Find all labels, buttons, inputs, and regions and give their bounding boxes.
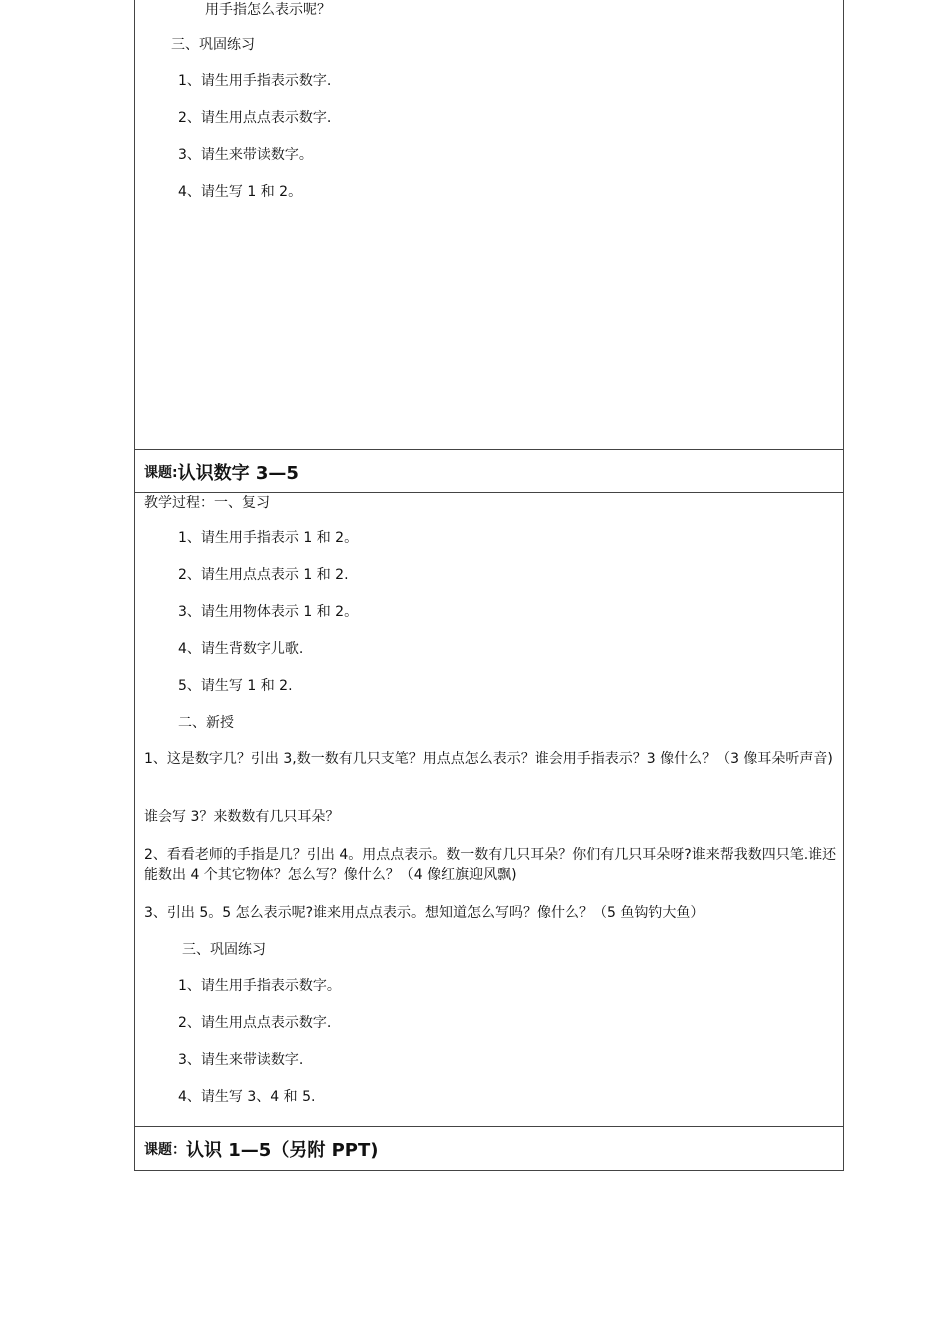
- new-lesson-paragraph: 2、看看老师的手指是几？引出 4。用点点表示。数一数有几只耳朵？你们有几只耳朵呀?谁来帮我数四只笔.谁还能数出 4 个其它物体？怎么写？像什么？（4 像红旗迎风飘): [144, 847, 837, 883]
- lesson-label: 课题：: [144, 1141, 186, 1158]
- lesson-plan-table: [134, 0, 844, 1171]
- practice-item: 4、请生写 3、4 和 5.: [178, 1089, 316, 1105]
- practice-item: 1、请生用手指表示数字.: [178, 73, 332, 89]
- lesson-1-continuation-cell: [135, 0, 843, 450]
- practice-item: 1、请生用手指表示数字。: [178, 978, 341, 994]
- practice-item: 3、请生来带读数字。: [178, 147, 313, 163]
- practice-item: 4、请生写 1 和 2。: [178, 184, 303, 200]
- review-item: 1、请生用手指表示 1 和 2。: [178, 530, 359, 546]
- prev-line: 用手指怎么表示呢？: [205, 2, 331, 18]
- lesson-label: 课题:: [144, 464, 178, 481]
- new-lesson-paragraph: 1、这是数字几？引出 3,数一数有几只支笔？用点点怎么表示？谁会用手指表示？3 像什么？（3 像耳朵听声音): [144, 751, 833, 767]
- lesson-title: 认识数字 3—5: [177, 462, 299, 484]
- practice-item: 2、请生用点点表示数字.: [178, 110, 332, 126]
- teaching-process-line: 教学过程：一、复习: [144, 495, 270, 511]
- practice-heading: 三、巩固练习: [171, 37, 255, 53]
- lesson-2-title-row: [144, 450, 299, 493]
- lesson-2-body-cell: [135, 493, 843, 1127]
- review-item: 2、请生用点点表示 1 和 2.: [178, 567, 349, 583]
- review-item: 3、请生用物体表示 1 和 2。: [178, 604, 359, 620]
- lesson-3-title-cell: [135, 1127, 843, 1170]
- lesson-2-title-cell: [135, 450, 843, 493]
- lesson-title: 认识 1—5（另附 PPT): [186, 1139, 379, 1161]
- lesson-3-title-row: [144, 1127, 378, 1170]
- new-lesson-paragraph: 谁会写 3？来数数有几只耳朵？: [144, 809, 340, 825]
- new-lesson-heading: 二、新授: [178, 715, 234, 731]
- new-lesson-paragraph: 3、引出 5。5 怎么表示呢?谁来用点点表示。想知道怎么写吗？像什么？（5 鱼钩钓大鱼）: [144, 905, 705, 921]
- practice-heading: 三、巩固练习: [182, 942, 266, 958]
- review-item: 4、请生背数字儿歌.: [178, 641, 304, 657]
- review-item: 5、请生写 1 和 2.: [178, 678, 293, 694]
- practice-item: 2、请生用点点表示数字.: [178, 1015, 332, 1031]
- practice-item: 3、请生来带读数字.: [178, 1052, 304, 1068]
